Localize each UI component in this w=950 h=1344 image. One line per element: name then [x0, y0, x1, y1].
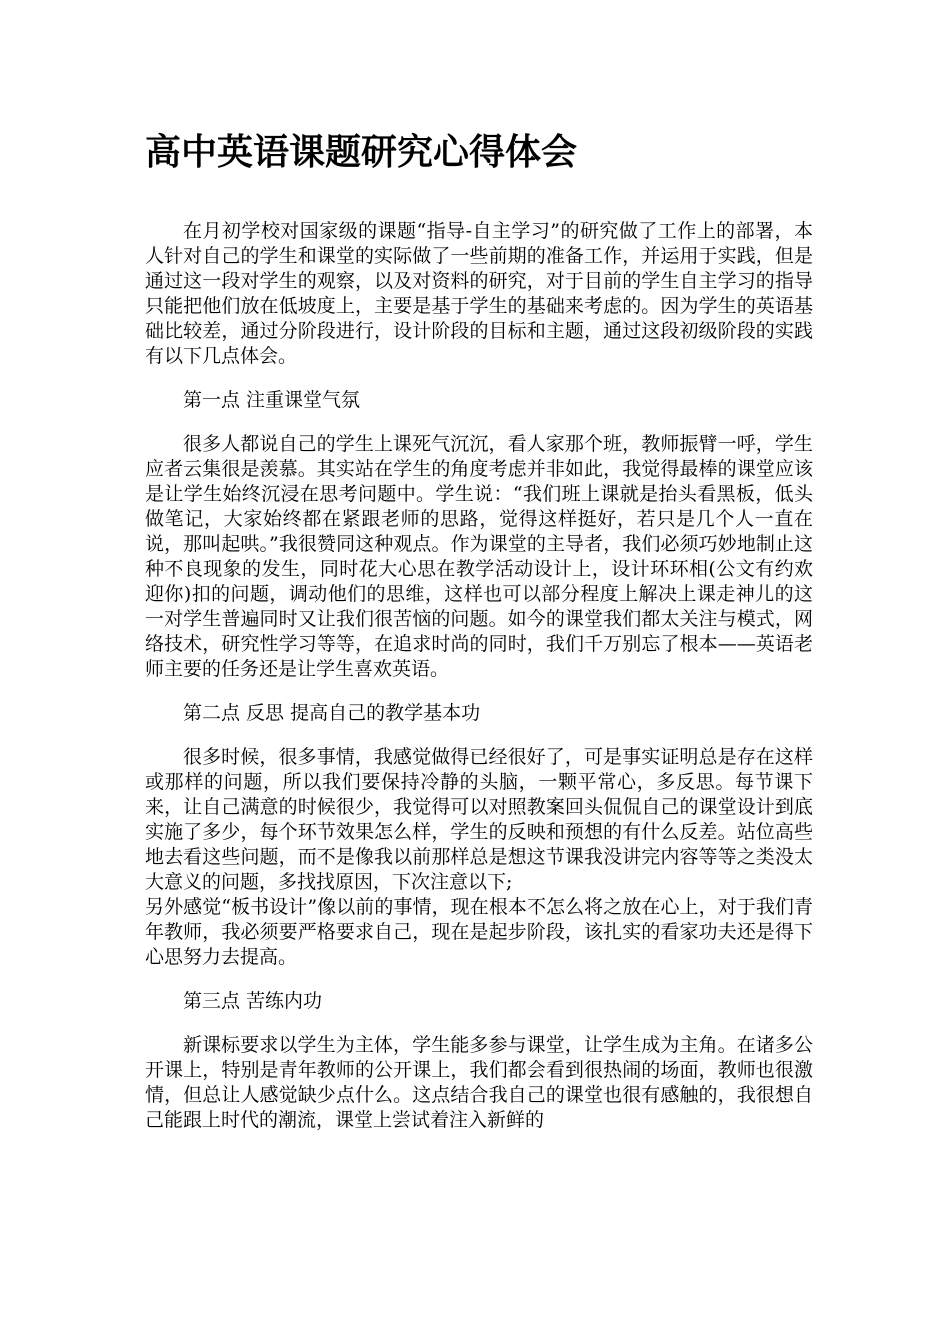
point2a-paragraph: 很多时候，很多事情，我感觉做得已经很好了，可是事实证明总是存在这样或那样的问题，所以我们要保持冷静的头脑，一颗平常心，多反思。每节课下来，让自己满意的时候很少，我觉得可以对照教案回头侃侃自己的课堂设计到底实施了多少，每个环节效果怎么样，学生的反映和预想的有什么反差。站位高些地去看这些问题，而不是像我以前那样总是想这节课我没讲完内容等等之类没太大意义的问题，多找找原因，下次注意以下; — [145, 746, 813, 893]
point1-paragraph: 很多人都说自己的学生上课死气沉沉，看人家那个班，教师振臂一呼，学生应者云集很是羡慕。其实站在学生的角度考虑并非如此，我觉得最棒的课堂应该是让学生始终沉浸在思考问题中。学生说：“我们班上课就是抬头看黑板，低头做笔记，大家始终都在紧跟老师的思路，觉得这样挺好，若只是几个人一直在说，那叫起哄。”我很赞同这种观点。作为课堂的主导者，我们必须巧妙地制止这种不良现象的发生，同时花大心思在教学活动设计上，设计环环相(公文有约欢迎你)扣的问题，调动他们的思维，这样也可以部分程度上解决上课走神儿的这一对学生普遍同时又让我们很苦恼的问题。如今的课堂我们都太关注与模式，网络技术，研究性学习等等，在追求时尚的同时，我们千万别忘了根本——英语老师主要的任务还是让学生喜欢英语。 — [145, 433, 813, 680]
document-body — [145, 219, 813, 1152]
intro-paragraph: 在月初学校对国家级的课题“指导-自主学习”的研究做了工作上的部署，本人针对自己的学生和课堂的实际做了一些前期的准备工作，并运用于实践，但是通过这一段对学生的观察，以及对资料的研究，对于目前的学生自主学习的指导只能把他们放在低坡度上，主要是基于学生的基础来考虑的。因为学生的英语基础比较差，通过分阶段进行，设计阶段的目标和主题，通过这段初级阶段的实践有以下几点体会。 — [145, 220, 813, 367]
section-heading-3: 第三点 苦练内功 — [183, 990, 323, 1012]
document-title: 高中英语课题研究心得体会 — [145, 131, 578, 173]
section-heading-2: 第二点 反思 提高自己的教学基本功 — [183, 702, 481, 724]
section-heading-1: 第一点 注重课堂气氛 — [183, 389, 361, 411]
point3-paragraph: 新课标要求以学生为主体，学生能多参与课堂，让学生成为主角。在诸多公开课上，特别是青年教师的公开课上，我们都会看到很热闹的场面，教师也很激情，但总让人感觉缺少点什么。这点结合我自己的课堂也很有感触的，我很想自己能跟上时代的潮流，课堂上尝试着注入新鲜的 — [145, 1034, 813, 1131]
point2b-paragraph: 另外感觉“板书设计”像以前的事情，现在根本不怎么将之放在心上，对于我们青年教师，我必须要严格要求自己，现在是起步阶段，该扎实的看家功夫还是得下心思努力去提高。 — [145, 896, 813, 968]
